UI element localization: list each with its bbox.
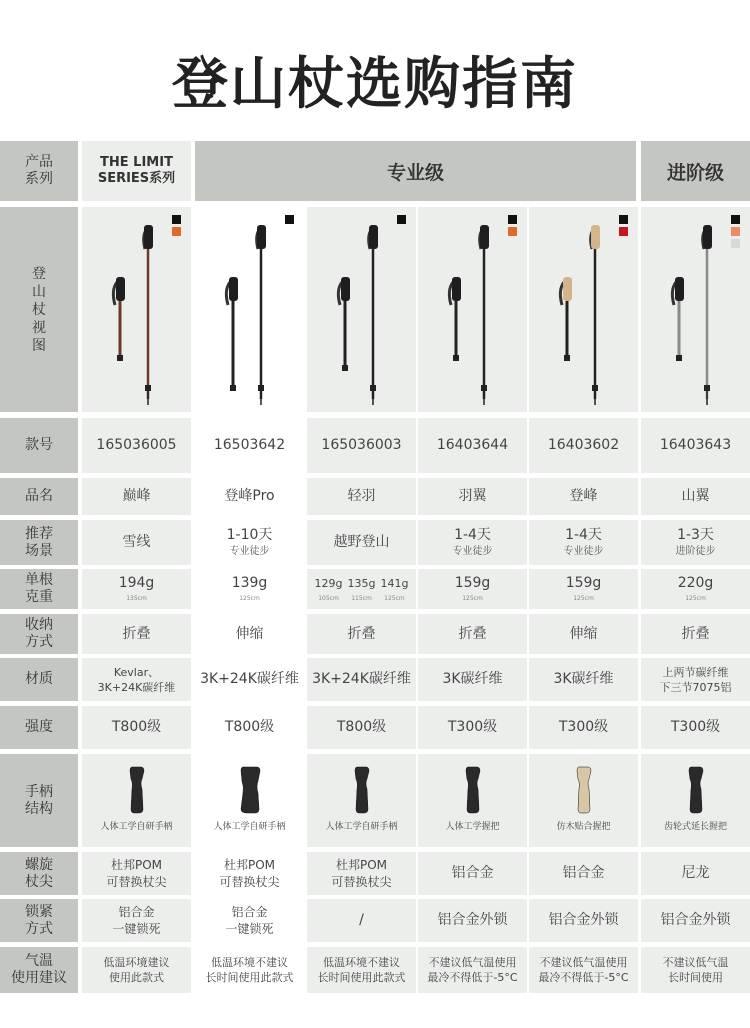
trekking-pole-illustration xyxy=(92,217,182,407)
name-text: 登峰Pro xyxy=(224,488,275,504)
lock-text: 铝合金外锁 xyxy=(548,912,619,928)
color-swatches xyxy=(397,215,406,224)
cell-storage xyxy=(307,614,416,654)
tip-text: 铝合金 xyxy=(562,865,605,881)
lock-text: / xyxy=(359,912,364,928)
lock-text: 铝合金 一键锁死 xyxy=(225,904,274,936)
cell-storage xyxy=(82,614,191,654)
handle-caption: 人体工学自研手柄 xyxy=(100,822,173,832)
color-swatch[interactable] xyxy=(508,227,517,236)
row-label-text: 螺旋 杖尖 xyxy=(25,856,53,890)
cell-model xyxy=(418,418,527,473)
model-text: 165036003 xyxy=(321,437,402,453)
strength-text: T300级 xyxy=(558,719,609,735)
cell-weight xyxy=(529,569,638,609)
scene-text: 雪线 xyxy=(122,534,151,550)
handle-caption: 仿木贴合握把 xyxy=(556,822,611,832)
cell-tip xyxy=(195,852,304,895)
cell-temp xyxy=(418,947,527,993)
row-label-lock xyxy=(0,899,78,942)
cell-storage xyxy=(641,614,750,654)
cell-temp xyxy=(195,947,304,993)
weight-options xyxy=(315,575,409,603)
color-swatch[interactable] xyxy=(731,239,740,248)
material-text: Kevlar、 3K+24K碳纤维 xyxy=(97,665,176,694)
cell-weight xyxy=(307,569,416,609)
material-text: 上两节碳纤维 下三节7075铝 xyxy=(659,665,732,694)
cell-lock xyxy=(82,899,191,942)
strength-text: T800级 xyxy=(224,719,275,735)
storage-text: 伸缩 xyxy=(569,625,598,642)
advanced-series-header xyxy=(641,141,750,201)
cell-material xyxy=(307,658,416,701)
color-swatch[interactable] xyxy=(508,215,517,224)
scene-subtext: 专业徒步 xyxy=(229,545,270,557)
row-label-model xyxy=(0,418,78,473)
cell-weight xyxy=(641,569,750,609)
cell-handle xyxy=(529,754,638,847)
cell-tip xyxy=(82,852,191,895)
cell-view xyxy=(529,207,638,412)
color-swatch[interactable] xyxy=(731,215,740,224)
cell-name xyxy=(641,478,750,515)
cell-model xyxy=(195,418,304,473)
cell-name xyxy=(418,478,527,515)
strength-text: T800级 xyxy=(336,719,387,735)
cell-lock xyxy=(307,899,416,942)
series-label-text: 产品 系列 xyxy=(25,154,53,187)
row-label-text: 材质 xyxy=(25,671,53,687)
weight-length: 125cm xyxy=(573,595,594,602)
temp-text: 不建议低气温使用 最冷不得低于-5°C xyxy=(538,956,629,984)
cell-scene xyxy=(641,520,750,565)
temp-text: 不建议低气温使用 最冷不得低于-5°C xyxy=(427,956,518,984)
scene-subtext: 专业徒步 xyxy=(452,545,493,557)
row-label-text: 锁紧 方式 xyxy=(25,903,53,937)
model-text: 16403644 xyxy=(436,437,509,453)
temp-text: 低温环境不建议 长时间使用此款式 xyxy=(317,956,406,984)
handle-icon xyxy=(347,765,377,815)
pro-series-header xyxy=(195,141,636,201)
name-text: 轻羽 xyxy=(347,488,376,504)
color-swatch[interactable] xyxy=(172,227,181,236)
trekking-pole-illustration xyxy=(428,217,518,407)
cell-weight xyxy=(82,569,191,609)
limit-series-header xyxy=(82,141,191,201)
handle-caption: 齿轮式延长握把 xyxy=(663,822,727,832)
color-swatches xyxy=(285,215,294,224)
trekking-pole-illustration xyxy=(205,217,295,407)
color-swatch[interactable] xyxy=(172,215,181,224)
color-swatches xyxy=(508,215,517,236)
row-label-tip xyxy=(0,852,78,895)
cell-strength xyxy=(418,706,527,749)
trekking-pole-illustration xyxy=(539,217,629,407)
scene-text: 1-3天 xyxy=(677,526,714,543)
name-text: 巅峰 xyxy=(122,488,151,504)
cell-handle xyxy=(82,754,191,847)
handle-caption: 人体工学自研手柄 xyxy=(325,822,398,832)
weight-option xyxy=(315,575,343,603)
material-text: 3K碳纤维 xyxy=(442,671,503,687)
cell-tip xyxy=(641,852,750,895)
weight-value: 159g xyxy=(454,575,491,591)
color-swatch[interactable] xyxy=(731,227,740,236)
weight-value: 141g xyxy=(380,577,409,590)
row-label-view xyxy=(0,207,78,412)
handle-caption: 人体工学握把 xyxy=(445,822,500,832)
weight-value: 129g xyxy=(314,577,343,590)
cell-storage xyxy=(529,614,638,654)
tip-text: 杜邦POM 可替换杖尖 xyxy=(331,857,392,889)
trekking-pole-illustration xyxy=(651,217,741,407)
cell-model xyxy=(641,418,750,473)
cell-temp xyxy=(82,947,191,993)
strength-text: T300级 xyxy=(447,719,498,735)
weight-length: 135cm xyxy=(126,595,147,602)
cell-model xyxy=(307,418,416,473)
row-label-strength xyxy=(0,706,78,749)
scene-text: 1-10天 xyxy=(226,526,273,543)
series-label xyxy=(0,141,78,201)
weight-length: 125cm xyxy=(239,595,260,602)
scene-text: 越野登山 xyxy=(333,534,390,550)
handle-icon xyxy=(681,765,711,815)
weight-length: 105cm xyxy=(318,595,339,602)
row-label-handle xyxy=(0,754,78,847)
cell-material xyxy=(641,658,750,701)
row-label-storage xyxy=(0,614,78,654)
strength-text: T300级 xyxy=(670,719,721,735)
lock-text: 铝合金外锁 xyxy=(660,912,731,928)
row-label-text: 品名 xyxy=(25,488,53,504)
cell-scene xyxy=(418,520,527,565)
model-text: 16403643 xyxy=(659,437,732,453)
cell-view xyxy=(641,207,750,412)
weight-value: 139g xyxy=(231,575,268,591)
cell-name xyxy=(529,478,638,515)
row-label-temp xyxy=(0,947,78,993)
cell-tip xyxy=(529,852,638,895)
row-label-text: 款号 xyxy=(25,437,53,453)
storage-text: 折叠 xyxy=(347,625,376,642)
storage-text: 折叠 xyxy=(122,625,151,642)
cell-material xyxy=(82,658,191,701)
row-label-text: 手柄 结构 xyxy=(25,783,53,817)
weight-value: 135g xyxy=(347,577,376,590)
color-swatches xyxy=(731,215,740,248)
tip-text: 杜邦POM 可替换杖尖 xyxy=(219,857,280,889)
handle-icon xyxy=(569,765,599,815)
lock-text: 铝合金 一键锁死 xyxy=(112,904,161,936)
cell-temp xyxy=(529,947,638,993)
handle-icon xyxy=(235,765,265,815)
cell-model xyxy=(529,418,638,473)
cell-storage xyxy=(418,614,527,654)
cell-weight xyxy=(418,569,527,609)
name-text: 登峰 xyxy=(569,488,598,504)
tip-text: 铝合金 xyxy=(451,865,494,881)
scene-subtext: 进阶徒步 xyxy=(675,545,716,557)
cell-material xyxy=(529,658,638,701)
cell-material xyxy=(418,658,527,701)
cell-name xyxy=(82,478,191,515)
temp-text: 低温环境建议 使用此款式 xyxy=(103,956,170,984)
strength-text: T800级 xyxy=(111,719,162,735)
trekking-pole-illustration xyxy=(317,217,407,407)
row-label-text: 强度 xyxy=(25,719,53,735)
name-text: 羽翼 xyxy=(458,488,487,504)
color-swatches xyxy=(172,215,181,236)
cell-weight xyxy=(195,569,304,609)
row-label-text: 推荐 场景 xyxy=(25,525,53,559)
weight-length: 125cm xyxy=(384,595,405,602)
color-swatch[interactable] xyxy=(619,227,628,236)
cell-lock xyxy=(418,899,527,942)
scene-subtext: 专业徒步 xyxy=(563,545,604,557)
cell-view xyxy=(418,207,527,412)
model-text: 16403602 xyxy=(547,437,620,453)
tip-text: 尼龙 xyxy=(681,865,710,881)
cell-scene xyxy=(195,520,304,565)
cell-view xyxy=(307,207,416,412)
cell-scene xyxy=(529,520,638,565)
weight-length: 125cm xyxy=(685,595,706,602)
scene-text: 1-4天 xyxy=(454,526,491,543)
row-label-text: 收纳 方式 xyxy=(25,617,53,650)
weight-length: 115cm xyxy=(351,595,372,602)
cell-strength xyxy=(195,706,304,749)
cell-view xyxy=(195,207,304,412)
cell-name xyxy=(307,478,416,515)
cell-handle xyxy=(418,754,527,847)
weight-option xyxy=(380,575,408,603)
cell-strength xyxy=(82,706,191,749)
cell-material xyxy=(195,658,304,701)
cell-model xyxy=(82,418,191,473)
handle-icon xyxy=(458,765,488,815)
advanced-series-text: 进阶级 xyxy=(666,161,724,184)
handle-icon xyxy=(122,765,152,815)
model-text: 165036005 xyxy=(96,437,177,453)
material-text: 3K碳纤维 xyxy=(553,671,614,687)
color-swatch[interactable] xyxy=(397,215,406,224)
cell-strength xyxy=(307,706,416,749)
storage-text: 折叠 xyxy=(458,625,487,642)
cell-temp xyxy=(641,947,750,993)
row-label-name xyxy=(0,478,78,515)
cell-handle xyxy=(641,754,750,847)
cell-temp xyxy=(307,947,416,993)
row-label-text: 登 山 杖 视 图 xyxy=(32,265,46,354)
cell-strength xyxy=(641,706,750,749)
row-label-weight xyxy=(0,569,78,609)
weight-value: 194g xyxy=(118,575,155,591)
cell-lock xyxy=(195,899,304,942)
cell-scene xyxy=(82,520,191,565)
temp-text: 低温环境不建议 长时间使用此款式 xyxy=(205,956,294,984)
color-swatch[interactable] xyxy=(619,215,628,224)
handle-caption: 人体工学自研手柄 xyxy=(213,822,286,832)
weight-value: 220g xyxy=(677,575,714,591)
model-text: 16503642 xyxy=(213,437,286,453)
row-label-text: 气温 使用建议 xyxy=(11,953,67,986)
color-swatches xyxy=(619,215,628,236)
name-text: 山翼 xyxy=(681,488,710,504)
scene-text: 1-4天 xyxy=(565,526,602,543)
row-label-text: 单根 克重 xyxy=(25,572,53,605)
material-text: 3K+24K碳纤维 xyxy=(312,671,411,687)
color-swatch[interactable] xyxy=(285,215,294,224)
cell-lock xyxy=(529,899,638,942)
row-label-scene xyxy=(0,520,78,565)
weight-option xyxy=(348,575,376,603)
cell-lock xyxy=(641,899,750,942)
cell-name xyxy=(195,478,304,515)
weight-value: 159g xyxy=(565,575,602,591)
cell-tip xyxy=(418,852,527,895)
cell-handle xyxy=(307,754,416,847)
page-title: 登山杖选购指南 xyxy=(172,52,578,117)
cell-tip xyxy=(307,852,416,895)
tip-text: 杜邦POM 可替换杖尖 xyxy=(106,857,167,889)
storage-text: 折叠 xyxy=(681,625,710,642)
cell-handle xyxy=(195,754,304,847)
cell-view xyxy=(82,207,191,412)
limit-series-text: THE LIMIT SERIES系列 xyxy=(97,155,176,186)
material-text: 3K+24K碳纤维 xyxy=(200,671,299,687)
weight-length: 125cm xyxy=(462,595,483,602)
pro-series-text: 专业级 xyxy=(386,161,444,184)
cell-scene xyxy=(307,520,416,565)
temp-text: 不建议低气温 长时间使用 xyxy=(662,956,729,984)
storage-text: 伸缩 xyxy=(235,625,264,642)
lock-text: 铝合金外锁 xyxy=(437,912,508,928)
row-label-material xyxy=(0,658,78,701)
cell-strength xyxy=(529,706,638,749)
cell-storage xyxy=(195,614,304,654)
